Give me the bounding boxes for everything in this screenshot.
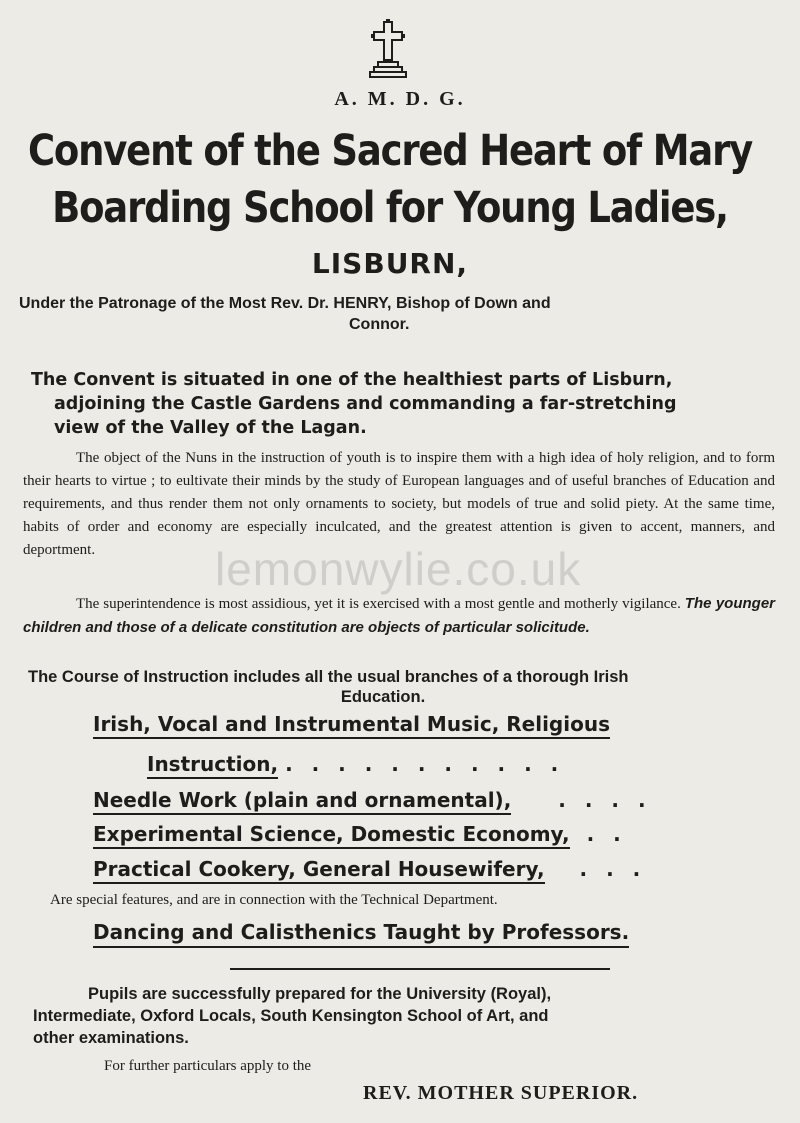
object-paragraph: The object of the Nuns in the instruction of youth is to inspire them with a high idea of holy religion, and to form their hearts to virtue ; to eultivate their minds by the study of European languages and of useful branches of Education and requirements, and thus render them not only ornaments to society, but models of true and solid piety. At the same time, habits of order and economy are especially inculcated, and the greatest attention is given to accent, manners, and deportment. (23, 450, 775, 558)
subject-music-line-2: Instruction, (147, 752, 278, 779)
superintendence-paragraph (23, 592, 775, 640)
location-line-2: adjoining the Castle Gardens and commanding a far-stretching (54, 394, 677, 414)
course-line-2: Education. (340, 688, 426, 706)
location-line-1: The Convent is situated in one of the healthiest parts of Lisburn, (31, 370, 673, 390)
location-line-3: view of the Valley of the Lagan. (54, 418, 367, 438)
subject-needle-work (93, 788, 652, 812)
course-line-1: The Course of Instruction includes all the usual branches of a thorough Irish (28, 668, 629, 686)
leader-dots: . . . . (558, 788, 652, 812)
subject-science-label: Experimental Science, Domestic Economy, (93, 822, 570, 849)
patronage-line-2: Connor. (349, 316, 410, 333)
special-features-note: Are special features, and are in connection with the Technical Department. (50, 892, 498, 908)
town-heading: LISBURN, (311, 247, 469, 280)
latin-cross-icon (365, 18, 411, 80)
younger-children-note: The younger children and those of a delicate constitution are objects of particular solicitude. (23, 595, 775, 636)
patronage-line-1: Under the Patronage of the Most Rev. Dr. HENRY, Bishop of Down and (19, 295, 551, 312)
subject-cookery (93, 857, 646, 881)
subject-cookery-label: Practical Cookery, General Housewifery, (93, 857, 545, 884)
amdg-heading: A. M. D. G. (334, 88, 466, 110)
subject-music-religious (93, 712, 610, 736)
exam-line-3: other examinations. (33, 1029, 189, 1047)
exam-line-1: Pupils are successfully prepared for the University (Royal), (88, 985, 552, 1003)
dancing-calisthenics: Dancing and Calisthenics Taught by Professors. (93, 920, 629, 948)
subject-science-economy (93, 822, 627, 846)
leader-dots: . . . (579, 857, 647, 881)
course-of-instruction (28, 667, 778, 707)
subject-needle-work-label: Needle Work (plain and ornamental), (93, 788, 511, 815)
divider-rule (230, 968, 610, 970)
signoff: REV. MOTHER SUPERIOR. (363, 1082, 639, 1104)
subject-music-line-1: Irish, Vocal and Instrumental Music, Religious (93, 712, 610, 739)
patronage-text (19, 293, 779, 335)
location-statement (31, 368, 781, 440)
title-line-1: Convent of the Sacred Heart of Mary (27, 126, 753, 176)
examinations-statement (33, 983, 783, 1049)
superintendence-text: The superintendence is most assidious, yet it is exercised with a most gentle and motherly vigilance. (76, 596, 681, 612)
exam-line-2: Intermediate, Oxford Locals, South Kensington School of Art, and (33, 1007, 549, 1025)
further-particulars: For further particulars apply to the (104, 1058, 312, 1074)
leader-dots: . . . . . . . . . . . (285, 752, 565, 776)
leader-dots: . . (586, 822, 627, 846)
title-line-2: Boarding School for Young Ladies, (52, 183, 728, 233)
subject-instruction (147, 752, 564, 776)
watermark: lemonwylie.co.uk (215, 543, 582, 595)
